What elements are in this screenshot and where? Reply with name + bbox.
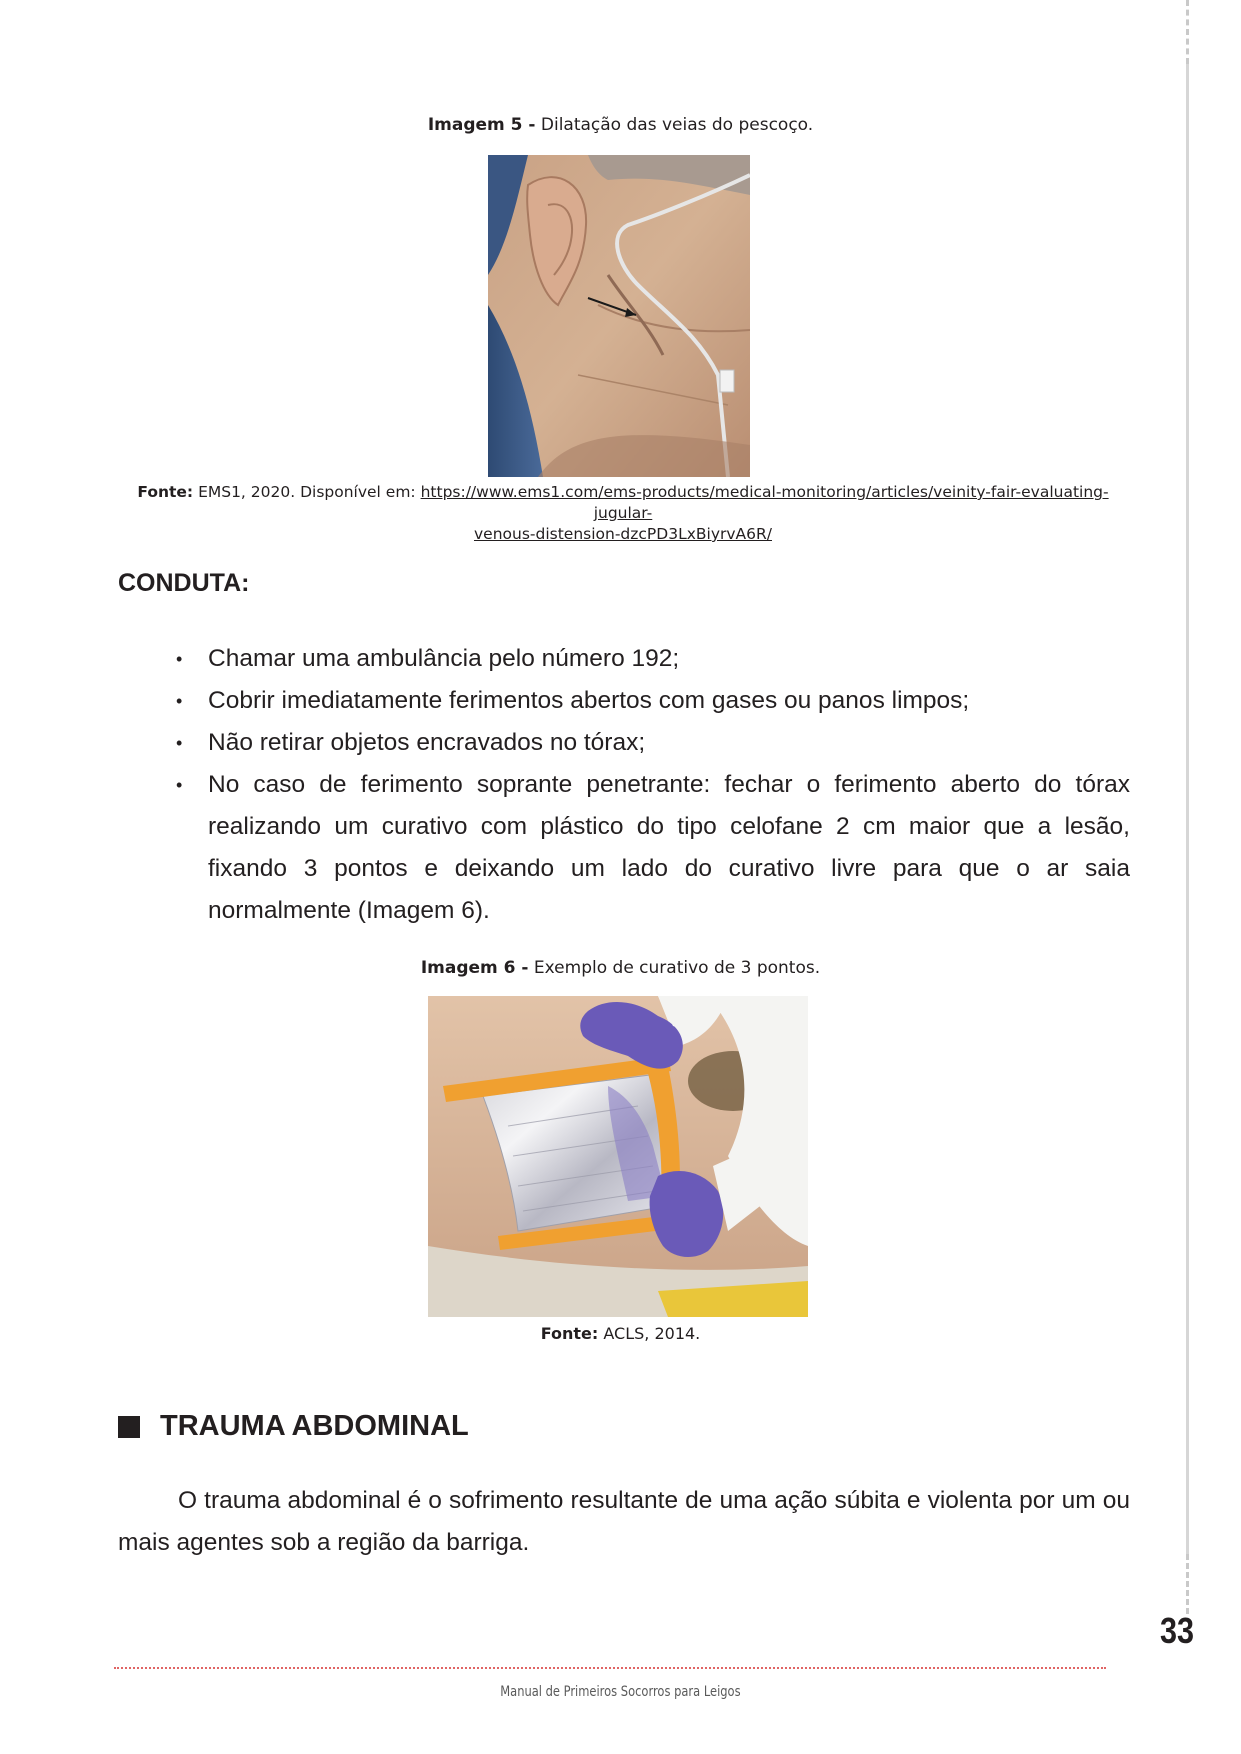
page-number: 33	[1160, 1610, 1195, 1651]
neck-veins-photo	[488, 155, 750, 477]
section-square-icon	[118, 1416, 140, 1438]
section-title	[118, 1410, 469, 1443]
figure5-caption	[0, 115, 1241, 135]
bullet-icon: •	[176, 649, 183, 669]
section-paragraph: O trauma abdominal é o sofrimento resultante de uma ação súbita e violenta por um ou mais agentes sob a região da barriga.	[118, 1487, 1130, 1556]
list-item-text: Chamar uma ambulância pelo número 192;	[208, 645, 680, 672]
footer-rule	[114, 1667, 1106, 1669]
figure6-caption-text: Exemplo de curativo de 3 pontos.	[533, 958, 821, 978]
figure5-source	[118, 482, 1128, 545]
list-item	[176, 764, 1130, 932]
list-item-text: Não retirar objetos encravados no tórax;	[208, 729, 646, 756]
figure5-caption-text: Dilatação das veias do pescoço.	[540, 115, 814, 135]
list-item-text: Cobrir imediatamente ferimentos abertos com gases ou panos limpos;	[208, 687, 970, 714]
margin-rule-top	[1186, 0, 1189, 64]
list-item	[176, 680, 1130, 722]
figure6-source	[0, 1324, 1241, 1343]
figure6-source-label: Fonte:	[540, 1324, 599, 1343]
three-point-dressing-photo	[428, 996, 808, 1317]
footer-text: Manual de Primeiros Socorros para Leigos	[500, 1684, 741, 1700]
bullet-icon: •	[176, 691, 183, 711]
neck-veins-illustration	[488, 155, 750, 477]
figure5-source-label: Fonte:	[137, 483, 194, 501]
conduta-list	[176, 638, 1130, 932]
list-item	[176, 638, 1130, 680]
figure5-caption-label: Imagem 5 -	[427, 115, 536, 135]
list-item-text: No caso de ferimento soprante penetrante: fechar o ferimento aberto do tórax realizando um curativo com plástico do tipo celofane 2 cm maior que a lesão, fixando 3 pontos e deixando um lado do curativo livre para que o ar saia normalmente (Imagem 6).	[208, 771, 1130, 924]
three-point-dressing-illustration	[428, 996, 808, 1317]
bullet-icon: •	[176, 733, 183, 753]
margin-rule-bottom	[1186, 1554, 1189, 1614]
bullet-icon: •	[176, 775, 183, 795]
figure6-caption-label: Imagem 6 -	[420, 958, 529, 978]
figure5-source-link[interactable]	[421, 483, 1109, 543]
conduta-heading: CONDUTA:	[118, 569, 250, 597]
figure5-source-link-line2: venous-distension-dzcPD3LxBiyrvA6R/	[473, 525, 772, 543]
figure5-source-text: EMS1, 2020. Disponível em:	[198, 483, 416, 501]
section-title-text: TRAUMA ABDOMINAL	[160, 1410, 469, 1442]
figure6-caption	[0, 958, 1241, 978]
figure5-source-link-line1: https://www.ems1.com/ems-products/medical-monitoring/articles/veinity-fair-evaluating-jugular-	[420, 483, 1109, 522]
figure6-source-text: ACLS, 2014.	[603, 1324, 701, 1343]
list-item	[176, 722, 1130, 764]
